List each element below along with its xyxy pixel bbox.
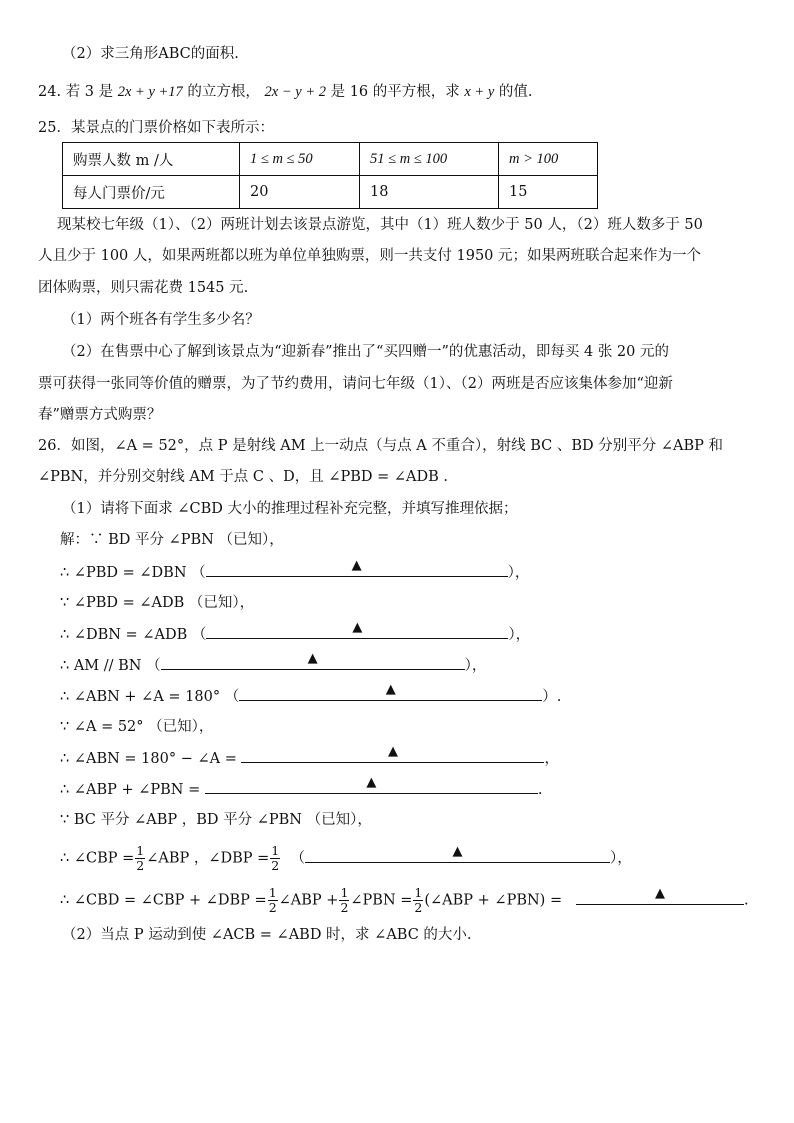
step-5-text: ∴ AM // BN （ bbox=[60, 658, 161, 674]
period: . bbox=[537, 782, 543, 798]
triangle-icon: ▲ bbox=[307, 651, 318, 666]
step-2 bbox=[60, 558, 530, 583]
step-11: ∴ ∠CBP = $\frac{1}{2}$ ∠ABP ，∠DBP = $\frac{1}{2}$ （ ▲ ）， bbox=[60, 843, 632, 873]
q25-intro: 25．某景点的门票价格如下表所示： bbox=[38, 120, 274, 136]
q25-part2-line2: 票可获得一张同等价值的赠票，为了节约费用，请问七年级（1）、（2）两班是否应该集体参加“迎新 bbox=[38, 376, 673, 392]
q23-part2: （2）求三角形ABC的面积. bbox=[62, 46, 239, 62]
step-10: ∵ BC 平分 ∠ABP ，BD 平分 ∠PBN （已知）， bbox=[60, 812, 372, 828]
q26-line1: 26．如图，∠A = 52°，点 P 是射线 AM 上一动点（与点 A 不重合），射线 BC 、BD 分别平分 ∠ABP 和 bbox=[38, 438, 723, 454]
half-fraction: $\frac{1}{2}$ bbox=[268, 885, 277, 915]
table-header-cell: 1 ≤ m ≤ 50 bbox=[240, 143, 360, 176]
answer-blank[interactable] bbox=[239, 682, 542, 701]
step-4 bbox=[60, 620, 531, 645]
table-cell: 18 bbox=[360, 176, 499, 209]
q25-para-line3: 团体购票，则只需花费 1545 元. bbox=[38, 280, 249, 296]
step-12-text-d: (∠ABP + ∠PBN) = bbox=[424, 892, 563, 909]
q25-para-line2: 人且少于 100 人，如果两班都以班为单位单独购票，则一共支付 1950 元；如果两班联合起来作为一个 bbox=[38, 248, 702, 264]
q25-para-line1: 现某校七年级（1）、（2）两班计划去该景点游览，其中（1）班人数少于 50 人，（2）班人数多于 50 bbox=[57, 217, 703, 233]
table-row bbox=[63, 143, 598, 176]
q25-part2-line1: （2）在售票中心了解到该景点为“迎新春”推出了“买四赠一”的优惠活动，即每买 4 张 20 元的 bbox=[62, 344, 669, 360]
table-header-cell: 购票人数 m /人 bbox=[63, 143, 240, 176]
step-5 bbox=[60, 651, 487, 676]
triangle-icon: ▲ bbox=[387, 744, 398, 759]
step-12-text-c: ∠PBN = bbox=[350, 892, 413, 909]
q25-part2-line3: 春”赠票方式购票？ bbox=[38, 407, 162, 423]
q24-text-mid2: 是 16 的平方根，求 bbox=[330, 84, 460, 100]
q25-part1: （1）两个班各有学生多少名？ bbox=[62, 312, 260, 328]
q24-text-mid: 的立方根， bbox=[187, 84, 260, 100]
half-fraction: $\frac{1}{2}$ bbox=[136, 843, 145, 873]
step-2-text: ∴ ∠PBD = ∠DBN （ bbox=[60, 565, 206, 581]
step-12-text-b: ∠ABP + bbox=[278, 892, 339, 909]
q24 bbox=[38, 82, 533, 102]
step-6-text: ∴ ∠ABN + ∠A = 180° （ bbox=[60, 689, 240, 705]
step-12 bbox=[60, 886, 749, 915]
q26-part2: （2）当点 P 运动到使 ∠ACB = ∠ABD 时，求 ∠ABC 的大小. bbox=[62, 927, 472, 943]
close-paren: ）， bbox=[508, 627, 531, 643]
step-6 bbox=[60, 682, 562, 707]
close-paren: ）， bbox=[507, 565, 530, 581]
triangle-icon: ▲ bbox=[452, 843, 463, 859]
answer-blank[interactable] bbox=[205, 775, 538, 794]
step-8 bbox=[60, 744, 559, 769]
q24-number: 24. bbox=[38, 84, 62, 100]
answer-blank[interactable] bbox=[206, 558, 508, 577]
answer-blank[interactable] bbox=[161, 651, 465, 670]
close-paren-end: ）. bbox=[542, 689, 562, 705]
q26-line2: ∠PBN，并分别交射线 AM 于点 C 、D，且 ∠PBD = ∠ADB . bbox=[38, 469, 449, 485]
step-3: ∵ ∠PBD = ∠ADB （已知）， bbox=[60, 595, 255, 611]
step-9-text: ∴ ∠ABP + ∠PBN = bbox=[60, 782, 201, 798]
period: . bbox=[743, 892, 749, 909]
triangle-icon: ▲ bbox=[654, 885, 665, 901]
table-cell: 15 bbox=[499, 176, 598, 209]
answer-blank[interactable] bbox=[206, 620, 508, 639]
q24-text-before: 若 3 是 bbox=[65, 84, 114, 100]
table-cell: 20 bbox=[240, 176, 360, 209]
table-header-cell: 51 ≤ m ≤ 100 bbox=[360, 143, 499, 176]
answer-blank[interactable] bbox=[241, 744, 544, 763]
triangle-icon: ▲ bbox=[352, 620, 363, 635]
step-12-text-a: ∴ ∠CBD = ∠CBP + ∠DBP = bbox=[60, 892, 267, 909]
step-1: 解：∵ BD 平分 ∠PBN （已知）， bbox=[60, 532, 284, 548]
q24-text-end: 的值. bbox=[498, 84, 533, 100]
q24-expr2: 2x − y + 2 bbox=[264, 84, 326, 100]
half-fraction: $\frac{1}{2}$ bbox=[414, 885, 423, 915]
step-8-text: ∴ ∠ABN = 180° − ∠A = bbox=[60, 751, 237, 767]
triangle-icon: ▲ bbox=[366, 775, 377, 790]
triangle-icon: ▲ bbox=[351, 558, 362, 573]
q24-expr1: 2x + y +17 bbox=[117, 84, 183, 100]
triangle-icon: ▲ bbox=[385, 682, 396, 697]
step-11-text-a: ∴ ∠CBP = bbox=[60, 850, 135, 867]
half-fraction: $\frac{1}{2}$ bbox=[340, 885, 349, 915]
step-9 bbox=[60, 775, 543, 800]
close-paren: ）， bbox=[609, 850, 632, 867]
ticket-price-table bbox=[62, 142, 598, 209]
close-paren: ）， bbox=[464, 658, 487, 674]
step-4-text: ∴ ∠DBN = ∠ADB （ bbox=[60, 627, 207, 643]
table-row bbox=[63, 176, 598, 209]
answer-blank[interactable] bbox=[305, 843, 610, 863]
q24-expr3: x + y bbox=[464, 84, 495, 100]
q26-part1: （1）请将下面求 ∠CBD 大小的推理过程补充完整，并填写推理依据； bbox=[62, 501, 518, 517]
comma: ， bbox=[544, 751, 559, 767]
answer-blank[interactable] bbox=[576, 885, 744, 905]
half-fraction: $\frac{1}{2}$ bbox=[271, 843, 280, 873]
step-11-text-b: ∠ABP ，∠DBP = bbox=[146, 850, 270, 867]
step-7: ∵ ∠A = 52° （已知）， bbox=[60, 719, 214, 735]
table-cell: 每人门票价/元 bbox=[63, 176, 240, 209]
table-header-cell: m > 100 bbox=[499, 143, 598, 176]
